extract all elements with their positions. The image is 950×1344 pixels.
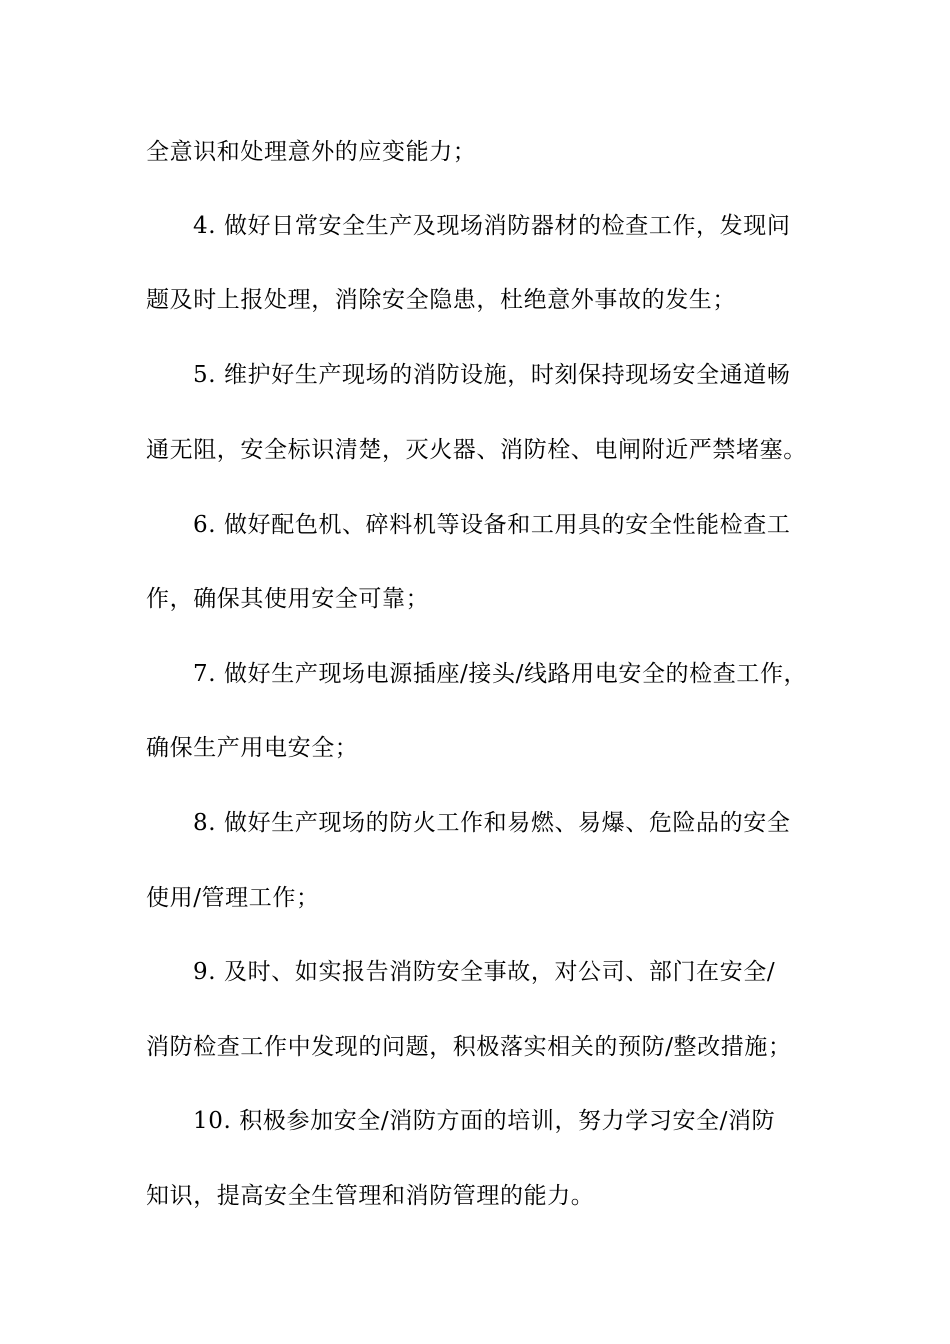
text-line: 6. 做好配色机、碎料机等设备和工用具的安全性能检查工 [193,512,791,538]
text-line: 10. 积极参加安全/消防方面的培训，努力学习安全/消防 [193,1108,776,1134]
text-line: 作，确保其使用安全可靠； [146,586,430,612]
text-line: 使用/管理工作； [146,885,320,911]
text-line: 全意识和处理意外的应变能力； [146,139,477,165]
text-line: 消防检查工作中发现的问题，积极落实相关的预防/整改措施； [146,1034,792,1060]
text-line: 知识，提高安全生管理和消防管理的能力。 [146,1183,595,1209]
text-line: 8. 做好生产现场的防火工作和易燃、易爆、危险品的安全 [193,810,791,836]
text-line: 5. 维护好生产现场的消防设施，时刻保持现场安全通道畅 [193,362,791,388]
text-line: 确保生产用电安全； [146,735,359,761]
text-line: 9. 及时、如实报告消防安全事故，对公司、部门在安全/ [193,959,776,985]
text-line: 4. 做好日常安全生产及现场消防器材的检查工作，发现问 [193,213,791,239]
text-line: 7. 做好生产现场电源插座/接头/线路用电安全的检查工作， [193,661,808,687]
text-line: 通无阻，安全标识清楚，灭火器、消防栓、电闸附近严禁堵塞。 [146,437,807,463]
text-line: 题及时上报处理，消除安全隐患，杜绝意外事故的发生； [146,287,736,313]
